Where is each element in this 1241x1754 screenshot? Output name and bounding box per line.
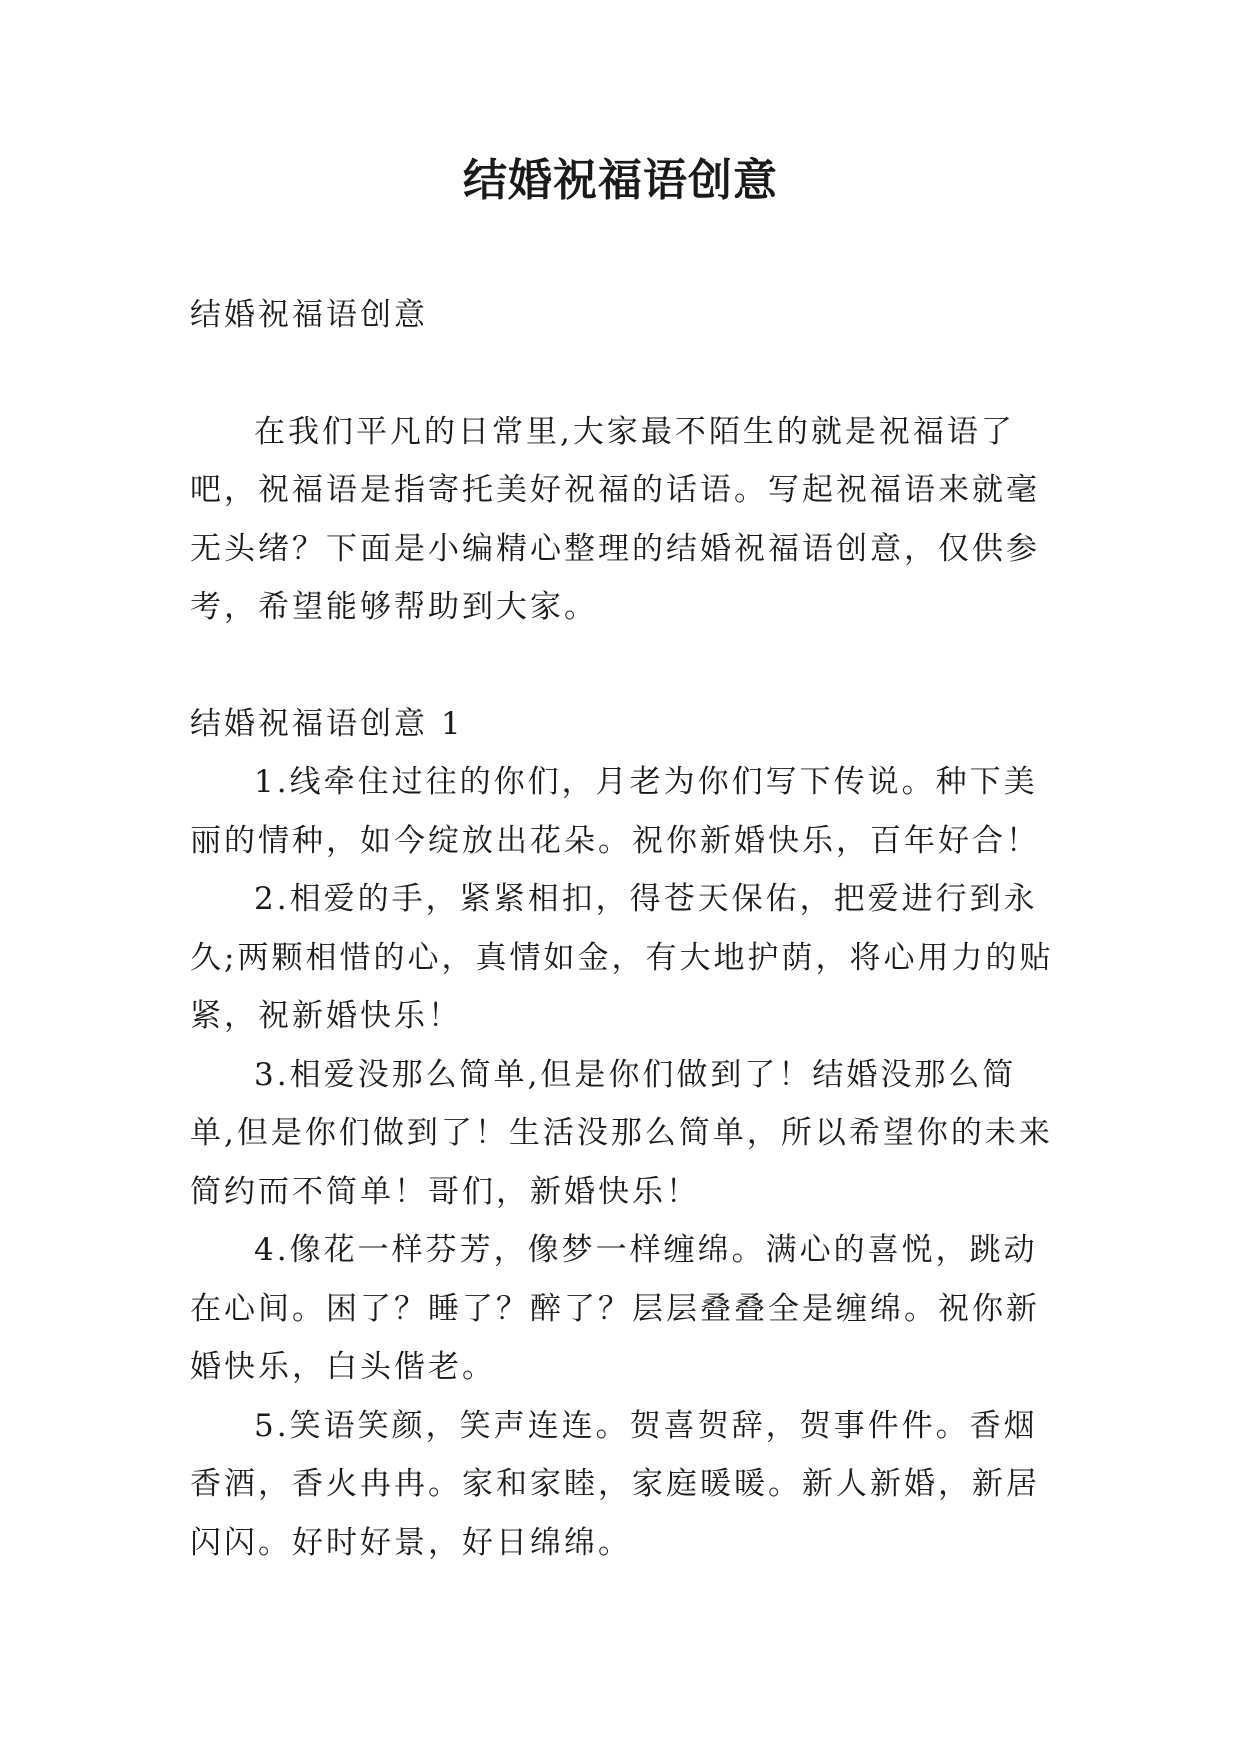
- document-title: 结婚祝福语创意: [463, 155, 778, 206]
- section-heading: 结婚祝福语创意 1: [190, 705, 464, 742]
- blessing-item-5: 5.笑语笑颜，笑声连连。贺喜贺辞，贺事件件。香烟香酒，香火冉冉。家和家睦，家庭暖暖。新人新婚，新居闪闪。好时好景，好日绵绵。: [190, 1407, 1040, 1561]
- blessing-item-2: 2.相爱的手，紧紧相扣，得苍天保佑，把爱进行到永久;两颗相惜的心，真情如金，有大地护荫，将心用力的贴紧，祝新婚快乐！: [190, 881, 1054, 1034]
- document-body: [190, 286, 1060, 1572]
- intro-paragraph: 在我们平凡的日常里,大家最不陌生的就是祝福语了吧，祝福语是指寄托美好祝福的话语。写起祝福语来就毫无头绪？下面是小编精心整理的结婚祝福语创意，仅供参考，希望能够帮助到大家。: [190, 413, 1040, 625]
- blessing-item-1: 1.线牵住过往的你们，月老为你们写下传说。种下美丽的情种，如今绽放出花朵。祝你新婚快乐，百年好合！: [190, 764, 1040, 859]
- blessing-item-3: 3.相爱没那么简单,但是你们做到了！结婚没那么简单,但是你们做到了！生活没那么简单，所以希望你的未来简约而不简单！哥们，新婚快乐！: [190, 1056, 1053, 1210]
- document-subtitle: 结婚祝福语创意: [190, 297, 428, 333]
- blessing-item-4: 4.像花一样芬芳，像梦一样缠绵。满心的喜悦，跳动在心间。困了？睡了？醉了？层层叠叠全是缠绵。祝你新婚快乐，白头偕老。: [190, 1232, 1040, 1385]
